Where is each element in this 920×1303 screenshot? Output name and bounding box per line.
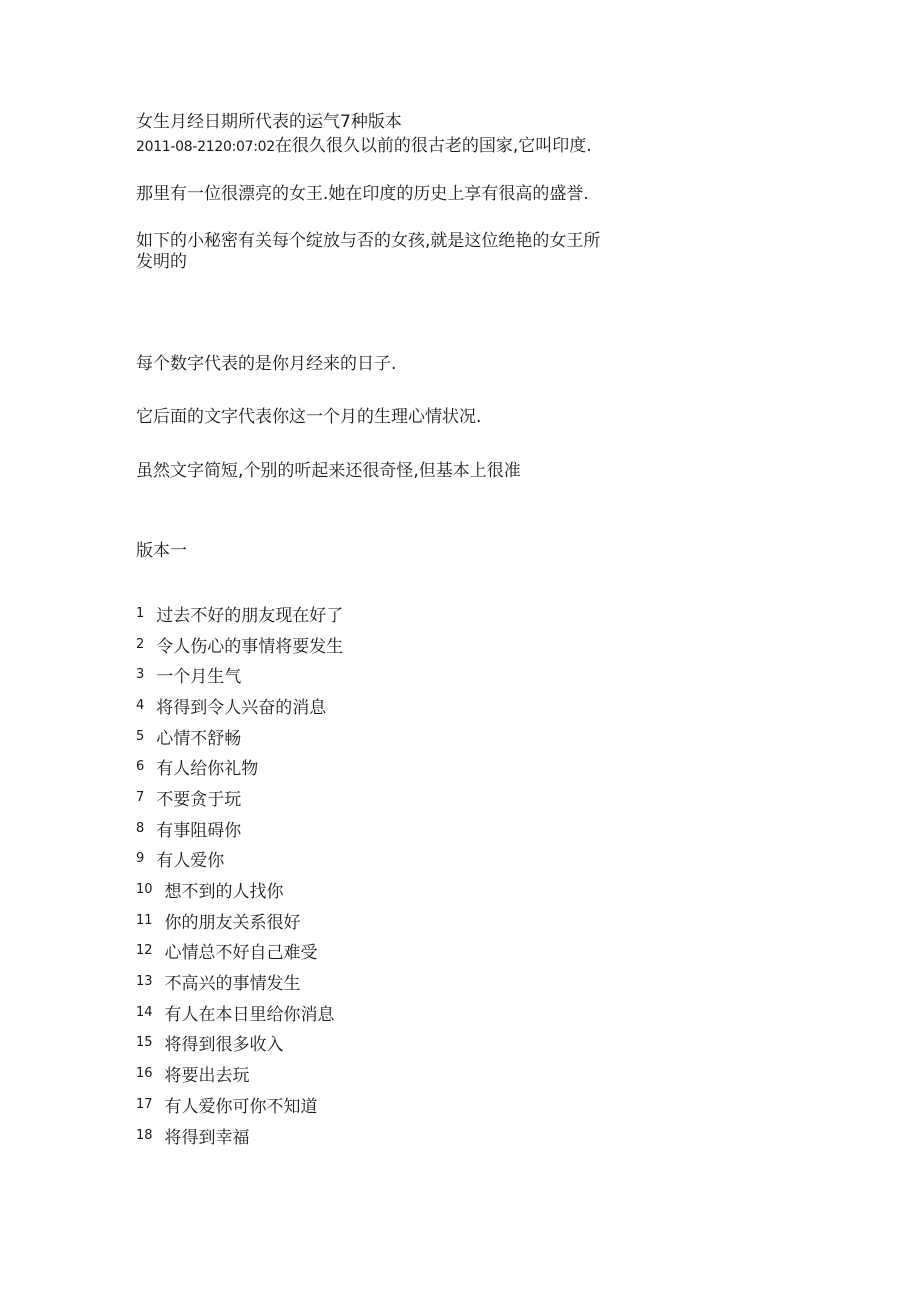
- day-number: 13: [136, 974, 153, 990]
- day-meaning-text: 有人爱你: [156, 851, 225, 872]
- list-item: [136, 1028, 343, 1059]
- paragraph-numbers: 每个数字代表的是你月经来的日子.: [136, 354, 397, 374]
- list-item: [136, 844, 343, 875]
- day-number: 6: [136, 759, 145, 775]
- day-number: 14: [136, 1004, 153, 1020]
- day-number: 2: [136, 636, 145, 652]
- paragraph-queen: 那里有一位很漂亮的女王.她在印度的历史上享有很高的盛誉.: [136, 184, 589, 204]
- day-number: 11: [136, 912, 153, 928]
- day-meaning-text: 不高兴的事情发生: [164, 974, 301, 995]
- document-title: 女生月经日期所代表的运气7种版本: [136, 112, 402, 132]
- day-number: 12: [136, 943, 153, 959]
- list-item: [136, 1058, 343, 1089]
- date-intro-line: [136, 135, 592, 158]
- day-meaning-text: 令人伤心的事情将要发生: [156, 636, 344, 657]
- day-number: 9: [136, 851, 145, 867]
- day-number: 1: [136, 605, 145, 621]
- day-meaning-text: 一个月生气: [156, 667, 242, 688]
- day-meaning-text: 不要贪于玩: [156, 789, 242, 810]
- day-meaning-text: 有人给你礼物: [156, 759, 259, 780]
- list-item: [136, 874, 343, 905]
- day-number: 3: [136, 667, 145, 683]
- paragraph-secret: 如下的小秘密有关每个绽放与否的女孩,就是这位绝艳的女王所发明的: [136, 231, 601, 272]
- day-meaning-text: 心情不舒畅: [156, 728, 242, 749]
- day-number: 18: [136, 1127, 153, 1143]
- list-item: [136, 905, 343, 936]
- list-item: [136, 1120, 343, 1151]
- post-date: 2011-08-2120:07:02: [136, 139, 275, 155]
- day-meaning-text: 将得到令人兴奋的消息: [156, 697, 327, 718]
- list-item: [136, 751, 343, 782]
- list-item: [136, 721, 343, 752]
- day-meaning-text: 将得到幸福: [164, 1127, 250, 1148]
- day-number: 16: [136, 1066, 153, 1082]
- day-meaning-text: 有人爱你可你不知道: [164, 1096, 318, 1117]
- list-item: [136, 782, 343, 813]
- list-item: [136, 813, 343, 844]
- day-meaning-list: [136, 598, 343, 1150]
- day-number: 8: [136, 820, 145, 836]
- list-item: [136, 598, 343, 629]
- day-number: 4: [136, 697, 145, 713]
- intro-text: 在很久很久以前的很古老的国家,它叫印度.: [274, 136, 592, 156]
- day-meaning-text: 将得到很多收入: [164, 1035, 284, 1056]
- list-item: [136, 690, 343, 721]
- day-meaning-text: 有人在本日里给你消息: [164, 1004, 335, 1025]
- day-number: 5: [136, 728, 145, 744]
- day-meaning-text: 有事阻碍你: [156, 820, 242, 841]
- list-item: [136, 1089, 343, 1120]
- day-meaning-text: 过去不好的朋友现在好了: [156, 605, 344, 626]
- day-meaning-text: 想不到的人找你: [164, 882, 284, 903]
- list-item: [136, 966, 343, 997]
- day-meaning-text: 心情总不好自己难受: [164, 943, 318, 964]
- paragraph-accuracy: 虽然文字简短,个别的听起来还很奇怪,但基本上很准: [136, 461, 521, 481]
- section-heading: 版本一: [136, 541, 187, 561]
- paragraph-meaning: 它后面的文字代表你这一个月的生理心情状况.: [136, 407, 482, 427]
- list-item: [136, 997, 343, 1028]
- list-item: [136, 936, 343, 967]
- day-number: 15: [136, 1035, 153, 1051]
- day-number: 7: [136, 789, 145, 805]
- day-number: 17: [136, 1096, 153, 1112]
- list-item: [136, 659, 343, 690]
- day-meaning-text: 将要出去玩: [164, 1066, 250, 1087]
- list-item: [136, 629, 343, 660]
- day-number: 10: [136, 882, 153, 898]
- day-meaning-text: 你的朋友关系很好: [164, 912, 301, 933]
